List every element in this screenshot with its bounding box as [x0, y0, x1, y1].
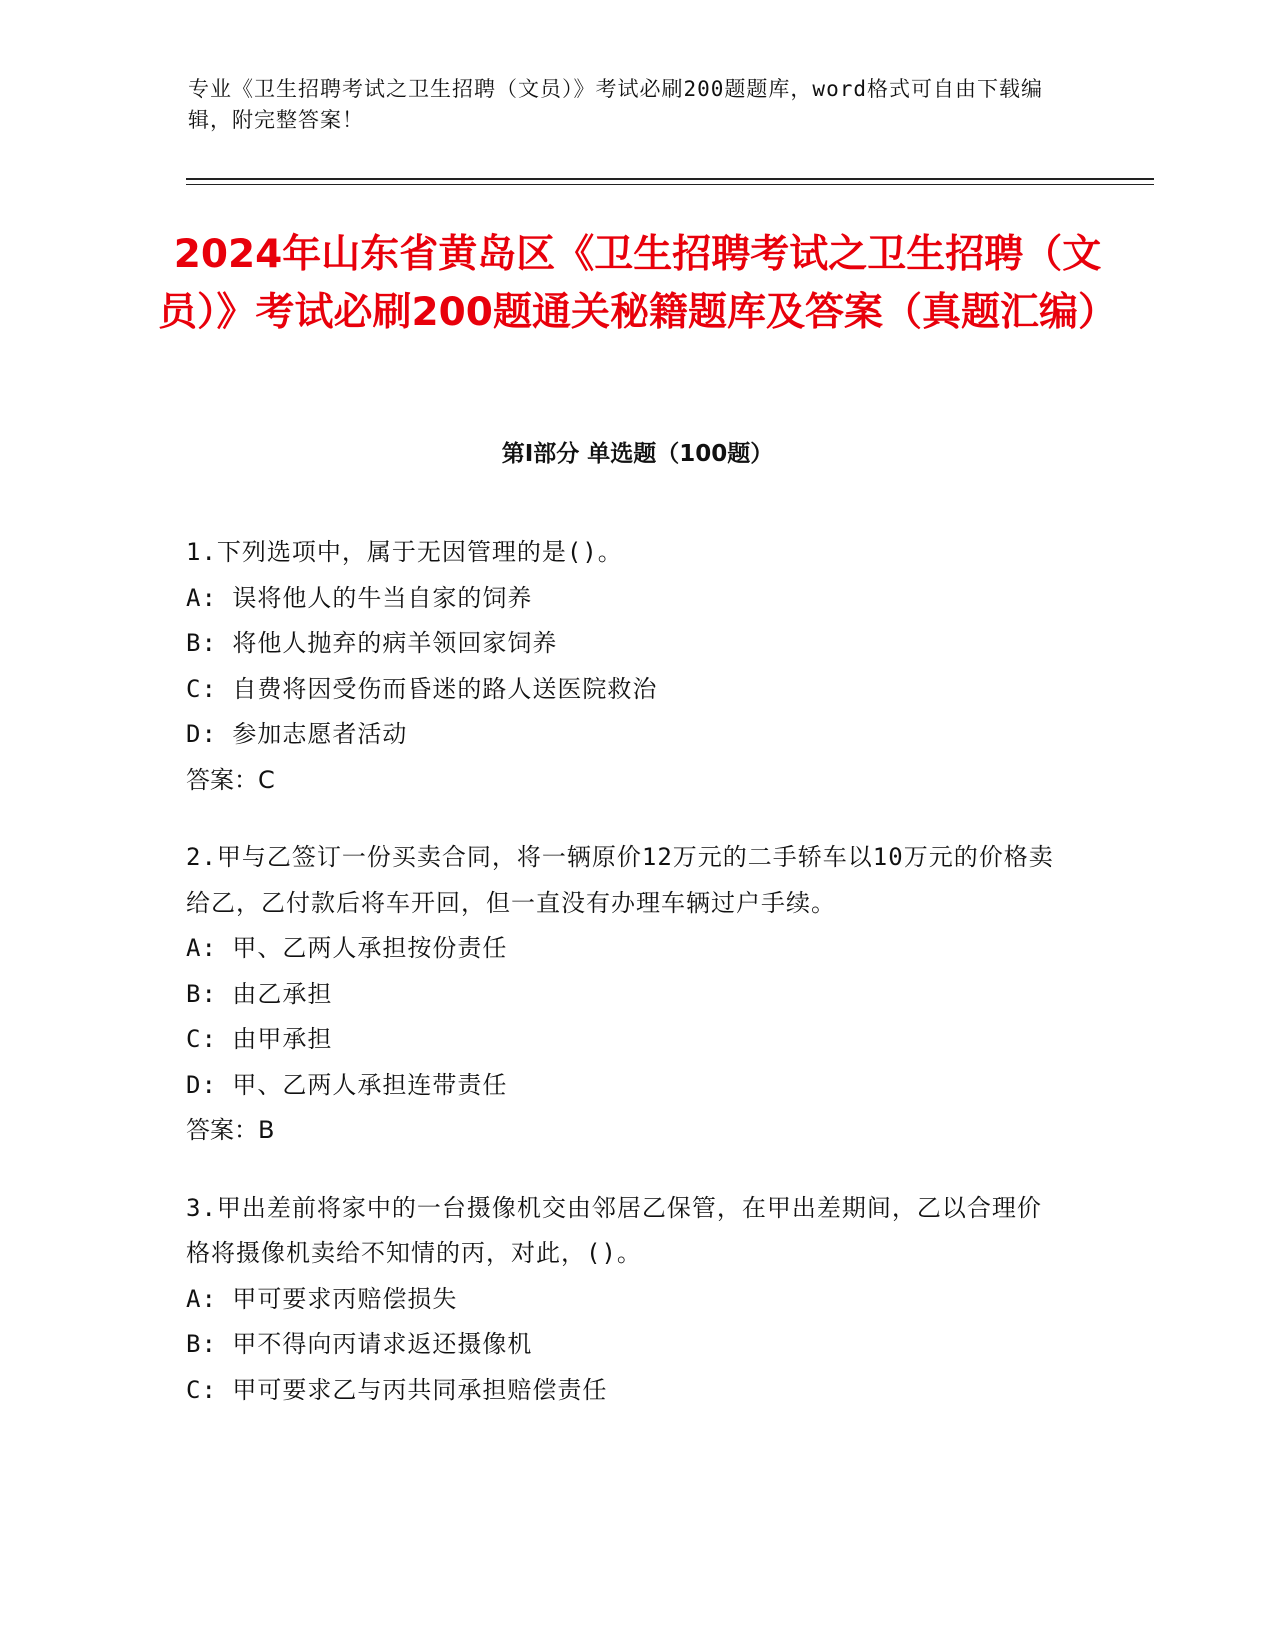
header-divider-thick [186, 178, 1154, 180]
option-a: A: 误将他人的牛当自家的饲养 [186, 583, 533, 612]
option-d: D: 参加志愿者活动 [186, 720, 408, 748]
option-d: D: 甲、乙两人承担连带责任 [186, 1070, 508, 1099]
option-c: C: 自费将因受伤而昏迷的路人送医院救治 [186, 674, 658, 703]
option-c: C: 甲可要求乙与丙共同承担赔偿责任 [186, 1375, 608, 1404]
header-divider-thin [186, 184, 1154, 185]
header-note: 专业《卫生招聘考试之卫生招聘（文员）》考试必刷200题题库，word格式可自由下载编辑，附完整答案！ [188, 77, 1043, 132]
option-a: A: 甲可要求丙赔偿损失 [186, 1284, 458, 1313]
question-list [186, 530, 1066, 1445]
option-b: B: 将他人抛弃的病羊领回家饲养 [186, 629, 558, 657]
option-c: C: 由甲承担 [186, 1025, 333, 1053]
question-3 [186, 1186, 1066, 1414]
section-heading: 第Ⅰ部分 单选题（100题） [501, 441, 774, 467]
question-1 [186, 530, 1066, 803]
document-title: 2024年山东省黄岛区《卫生招聘考试之卫生招聘（文员）》考试必刷200题通关秘籍题库及答案（真题汇编） [158, 232, 1117, 335]
question-stem: 3.甲出差前将家中的一台摄像机交由邻居乙保管，在甲出差期间，乙以合理价格将摄像机卖给不知情的丙，对此，()。 [186, 1193, 1042, 1267]
answer: 答案：B [186, 1116, 275, 1144]
answer: 答案：C [186, 765, 275, 794]
option-a: A: 甲、乙两人承担按份责任 [186, 934, 508, 962]
option-b: B: 甲不得向丙请求返还摄像机 [186, 1330, 533, 1358]
option-b: B: 由乙承担 [186, 979, 333, 1008]
question-2 [186, 835, 1066, 1154]
question-stem: 2.甲与乙签订一份买卖合同，将一辆原价12万元的二手轿车以10万元的价格卖给乙，乙付款后将车开回，但一直没有办理车辆过户手续。 [186, 843, 1054, 917]
question-stem: 1.下列选项中，属于无因管理的是()。 [186, 538, 623, 566]
